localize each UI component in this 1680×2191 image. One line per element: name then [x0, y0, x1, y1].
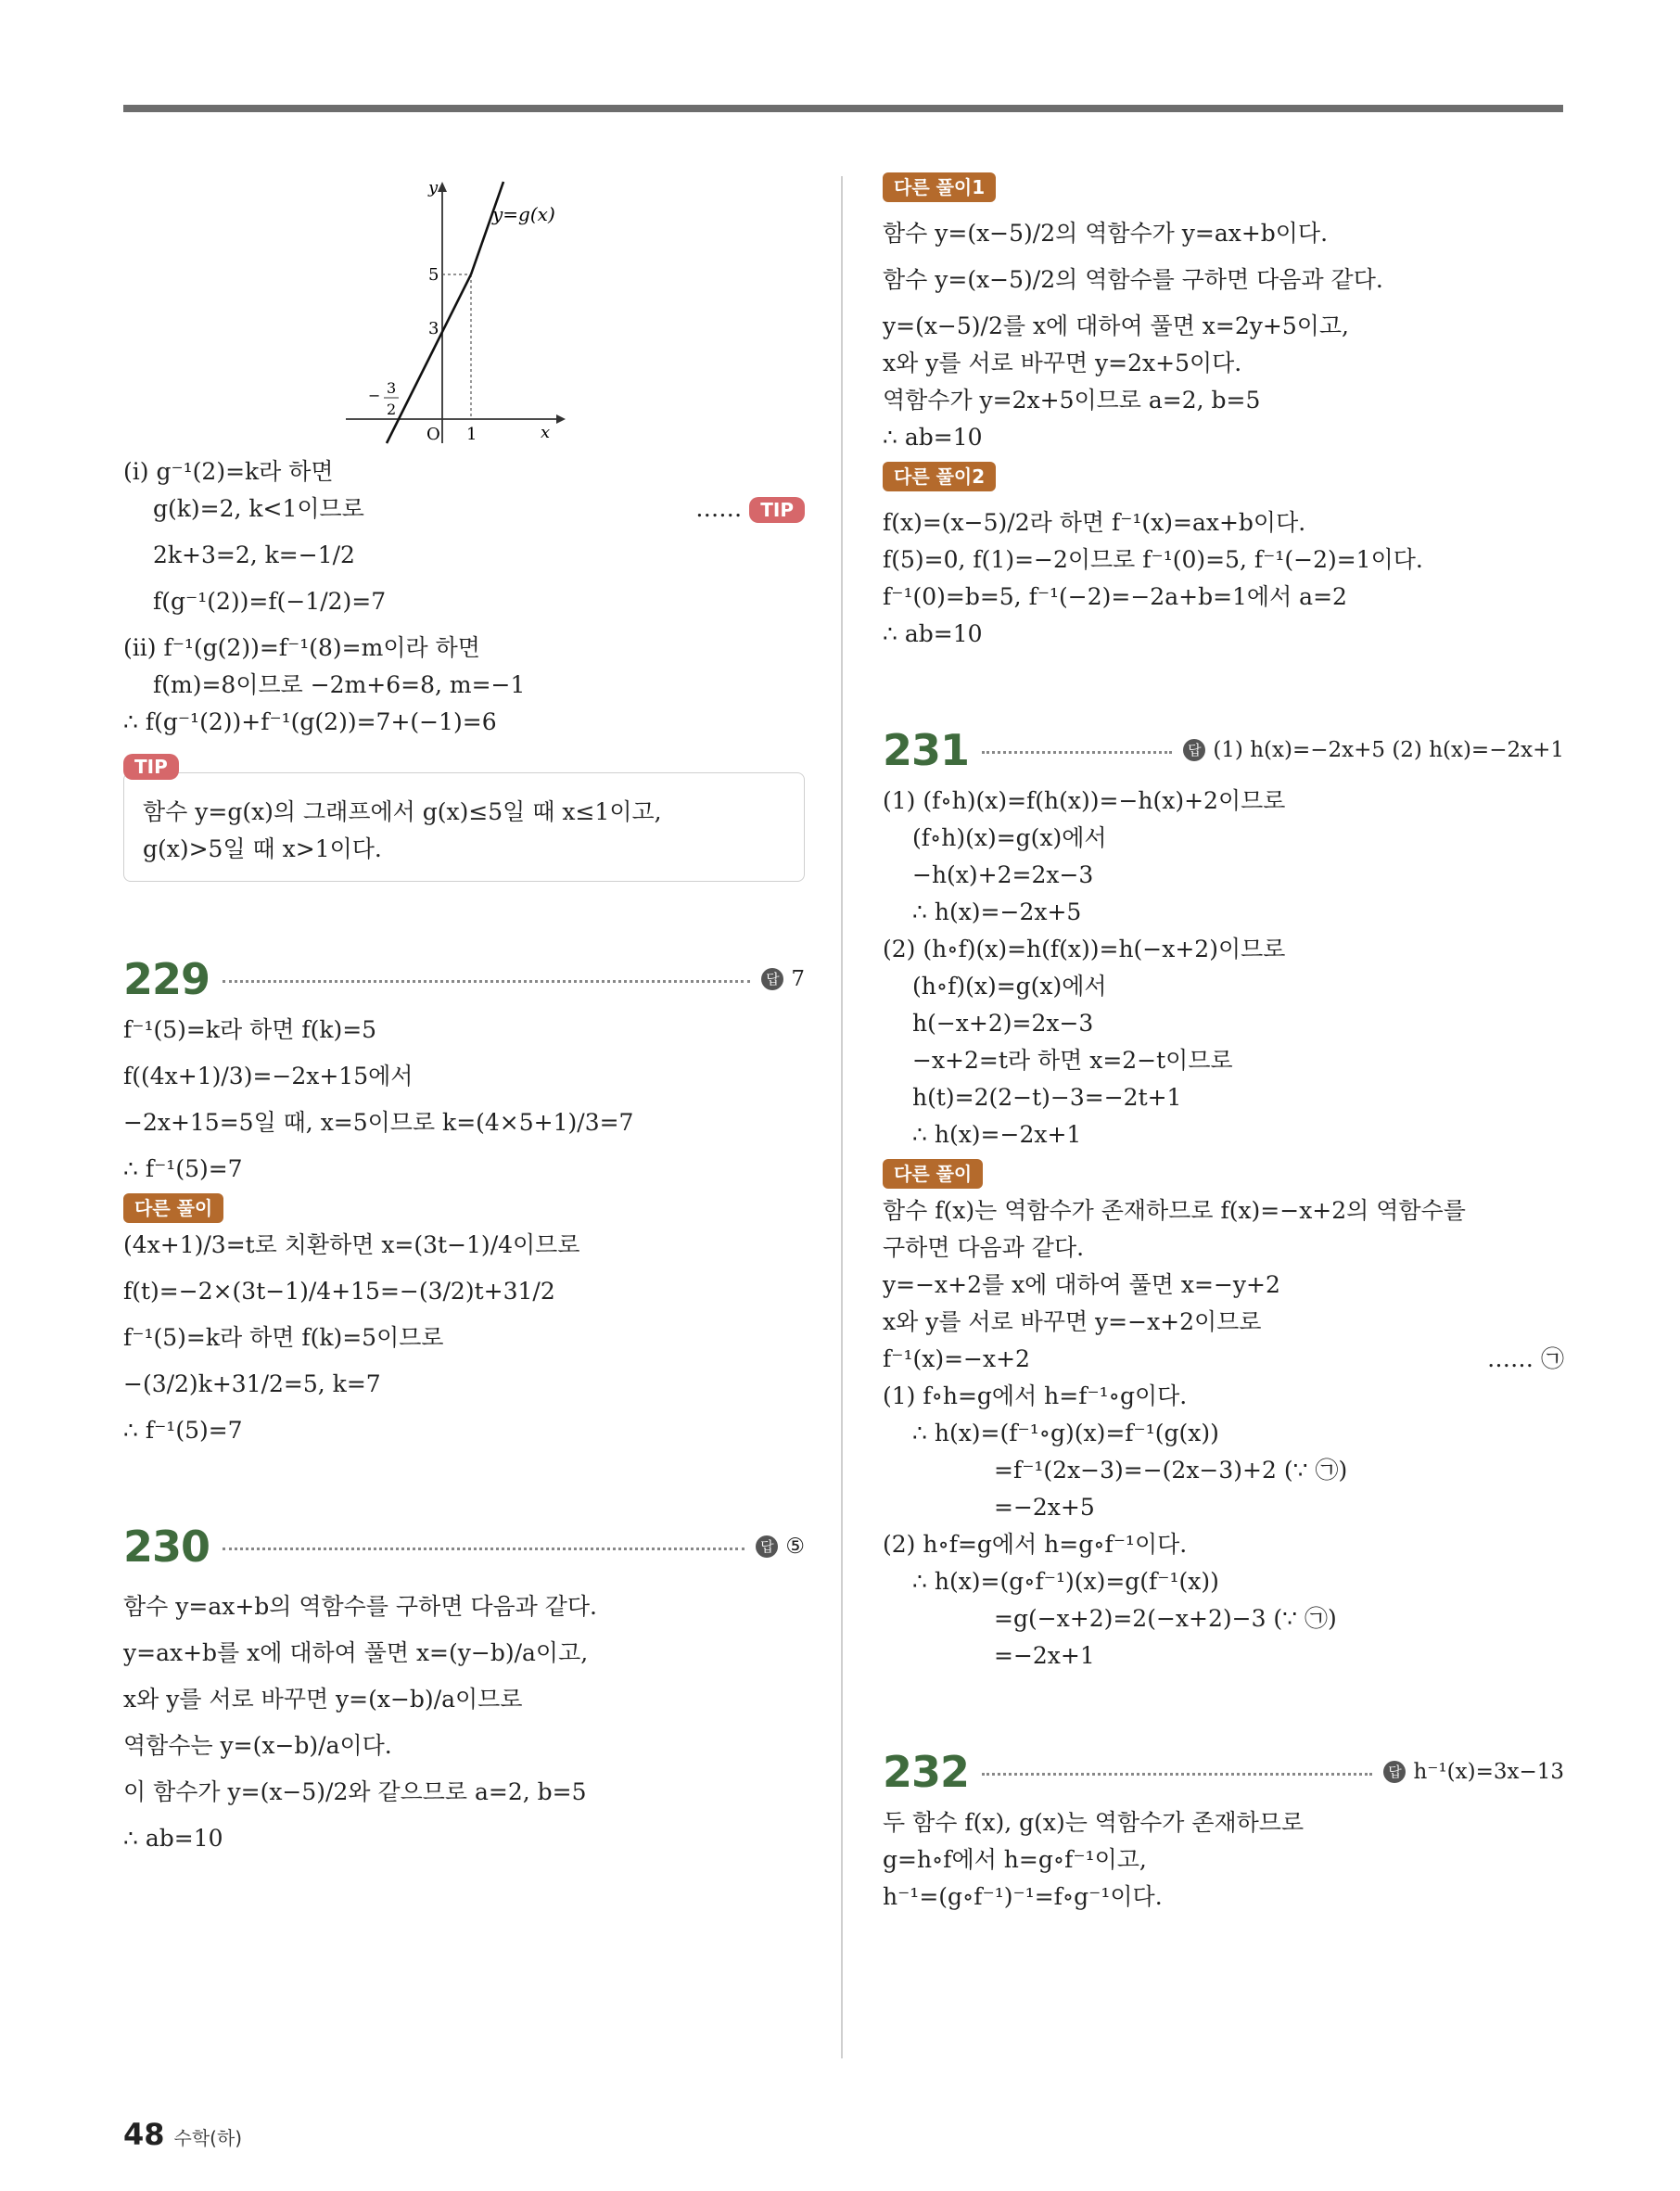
p230-line-1: 함수 y=ax+b의 역함수를 구하면 다음과 같다.: [123, 1593, 597, 1620]
y-axis-label: y: [428, 178, 439, 197]
equation-mark: …… ㉠: [1487, 1345, 1564, 1372]
p229-line-4: ∴ f⁻¹(5)=7: [123, 1155, 243, 1182]
p230-alt1-line-1: 함수 y=(x−5)/2의 역함수가 y=ax+b이다.: [883, 220, 1329, 247]
p232-line-3: h⁻¹=(g∘f⁻¹)⁻¹=f∘g⁻¹이다.: [883, 1883, 1163, 1910]
left-column: [123, 167, 805, 1857]
p231-line-5: (2) (h∘f)(x)=h(f(x))=h(−x+2)이므로: [883, 936, 1286, 962]
answer: [761, 967, 805, 991]
problem-230-header: [123, 1514, 805, 1579]
tip-box-badge: TIP: [123, 754, 179, 780]
p231-alt-line-1: 함수 f(x)는 역함수가 존재하므로 f(x)=−x+2의 역함수를: [883, 1197, 1466, 1224]
p231-line-10: ∴ h(x)=−2x+1: [912, 1121, 1082, 1148]
problem-number: 232: [883, 1747, 970, 1797]
answer-text: h⁻¹(x)=3x−13: [1413, 1760, 1564, 1784]
tick-y5: 5: [428, 265, 439, 285]
alt-solution-badge: 다른 풀이: [883, 1159, 983, 1189]
answer: [1383, 1760, 1564, 1784]
tip-box: [123, 772, 805, 882]
p230-line-3: x와 y를 서로 바꾸면 y=(x−b)/a이므로: [123, 1686, 523, 1713]
p231-line-9: h(t)=2(2−t)−3=−2t+1: [912, 1084, 1182, 1111]
p229-line-2: f((4x+1)/3)=−2x+15에서: [123, 1063, 414, 1089]
problem-231-header: [883, 718, 1564, 783]
left-line-4: f(g⁻¹(2))=f(−1/2)=7: [153, 588, 387, 615]
p230-line-6: ∴ ab=10: [123, 1825, 223, 1852]
p230-alt2-line-1: f(x)=(x−5)/2라 하면 f⁻¹(x)=ax+b이다.: [883, 509, 1306, 536]
alt-solution-1-badge: 다른 풀이1: [883, 172, 996, 202]
alt-solution-2-badge: 다른 풀이2: [883, 462, 996, 491]
function-label: y=g(x): [492, 203, 555, 225]
p231-alt-line-7: ∴ h(x)=(f⁻¹∘g)(x)=f⁻¹(g(x)): [912, 1420, 1219, 1446]
p230-alt1-line-6: ∴ ab=10: [883, 424, 983, 451]
p231-alt-line-11: ∴ h(x)=(g∘f⁻¹)(x)=g(f⁻¹(x)): [912, 1568, 1219, 1595]
problem-number: 229: [123, 954, 210, 1004]
p230-line-5: 이 함수가 y=(x−5)/2와 같으므로 a=2, b=5: [123, 1778, 587, 1805]
p231-alt-line-3: y=−x+2를 x에 대하여 풀면 x=−y+2: [883, 1271, 1280, 1298]
p229-alt-line-1: (4x+1)/3=t로 치환하면 x=(3t−1)/4이므로: [123, 1231, 580, 1258]
p230-alt1-line-2: 함수 y=(x−5)/2의 역함수를 구하면 다음과 같다.: [883, 266, 1383, 293]
problem-number: 230: [123, 1522, 210, 1572]
left-line-7: ∴ f(g⁻¹(2))+f⁻¹(g(2))=7+(−1)=6: [123, 708, 497, 735]
answer: [1183, 738, 1564, 762]
p232-line-2: g=h∘f에서 h=g∘f⁻¹이고,: [883, 1846, 1147, 1873]
dotted-leader: [223, 1548, 745, 1550]
p230-line-2: y=ax+b를 x에 대하여 풀면 x=(y−b)/a이고,: [123, 1639, 589, 1666]
p229-alt-line-5: ∴ f⁻¹(5)=7: [123, 1417, 243, 1444]
x-axis-label: x: [541, 423, 551, 442]
problem-number: 231: [883, 725, 970, 775]
tick-neg-num: 3: [387, 379, 397, 397]
tip-line-2: g(x)>5일 때 x>1이다.: [143, 835, 382, 862]
left-line-5: (ii) f⁻¹(g(2))=f⁻¹(8)=m이라 하면: [123, 634, 480, 661]
function-graph: [123, 167, 805, 450]
answer-icon: 답: [1183, 739, 1205, 761]
graph-line-left: [387, 274, 471, 443]
tip-reference: [695, 490, 805, 528]
problem-232-header: [883, 1739, 1564, 1804]
p231-line-6: (h∘f)(x)=g(x)에서: [912, 973, 1107, 1000]
problem-229-header: [123, 947, 805, 1012]
column-divider: [841, 176, 843, 2058]
p230-alt2-line-4: ∴ ab=10: [883, 620, 983, 647]
p230-alt2-line-2: f(5)=0, f(1)=−2이므로 f⁻¹(0)=5, f⁻¹(−2)=1이다.: [883, 546, 1423, 573]
tick-x1: 1: [466, 425, 477, 444]
p231-alt-line-6: (1) f∘h=g에서 h=f⁻¹∘g이다.: [883, 1382, 1188, 1409]
p229-alt-line-2: f(t)=−2×(3t−1)/4+15=−(3/2)t+31/2: [123, 1278, 555, 1305]
left-line-2: [123, 490, 805, 528]
p231-alt-line-5: [883, 1341, 1564, 1378]
p231-alt-line-5-text: f⁻¹(x)=−x+2: [883, 1345, 1030, 1372]
page-number: 48: [123, 2117, 165, 2152]
left-line-2-text: g(k)=2, k<1이므로: [153, 495, 364, 522]
p231-line-8: −x+2=t라 하면 x=2−t이므로: [912, 1047, 1233, 1074]
left-line-6: f(m)=8이므로 −2m+6=8, m=−1: [153, 671, 526, 698]
tip-badge-inline: TIP: [749, 497, 805, 523]
p232-line-1: 두 함수 f(x), g(x)는 역함수가 존재하므로: [883, 1809, 1305, 1836]
origin-label: O: [426, 425, 440, 444]
left-line-3: 2k+3=2, k=−1/2: [153, 541, 355, 568]
p231-line-3: −h(x)+2=2x−3: [912, 861, 1094, 888]
p230-alt2-line-3: f⁻¹(0)=b=5, f⁻¹(−2)=−2a+b=1에서 a=2: [883, 583, 1347, 610]
p231-alt-line-4: x와 y를 서로 바꾸면 y=−x+2이므로: [883, 1308, 1262, 1335]
answer-text: ⑤: [785, 1535, 805, 1559]
alt-solution-badge: 다른 풀이: [123, 1193, 223, 1223]
right-column: [883, 167, 1564, 1916]
p231-alt-line-12: =g(−x+2)=2(−x+2)−3 (∵ ㉠): [994, 1605, 1337, 1632]
answer-icon: 답: [761, 968, 783, 990]
tick-neg-den: 2: [387, 401, 397, 418]
tip-box-wrapper: [123, 754, 805, 882]
answer-icon: 답: [1383, 1761, 1406, 1783]
p231-line-7: h(−x+2)=2x−3: [912, 1010, 1094, 1037]
tick-y3: 3: [428, 319, 439, 338]
p229-alt-line-3: f⁻¹(5)=k라 하면 f(k)=5이므로: [123, 1324, 444, 1351]
answer: [756, 1535, 805, 1559]
answer-icon: 답: [756, 1535, 778, 1558]
p231-alt-line-8: =f⁻¹(2x−3)=−(2x−3)+2 (∵ ㉠): [994, 1457, 1348, 1484]
top-rule: [123, 105, 1563, 112]
graph-line-right: [471, 182, 503, 274]
p231-alt-line-2: 구하면 다음과 같다.: [883, 1234, 1085, 1261]
tip-line-1: 함수 y=g(x)의 그래프에서 g(x)≤5일 때 x≤1이고,: [143, 798, 662, 825]
p231-alt-line-13: =−2x+1: [994, 1642, 1095, 1669]
tip-dots: ……: [695, 495, 743, 522]
p229-line-3: −2x+15=5일 때, x=5이므로 k=(4×5+1)/3=7: [123, 1109, 634, 1136]
p231-alt-line-9: =−2x+5: [994, 1494, 1095, 1521]
left-line-1: (i) g⁻¹(2)=k라 하면: [123, 458, 334, 485]
p231-line-4: ∴ h(x)=−2x+5: [912, 898, 1082, 925]
p229-line-1: f⁻¹(5)=k라 하면 f(k)=5: [123, 1016, 377, 1043]
dotted-leader: [982, 1773, 1372, 1776]
answer-text: 7: [791, 967, 805, 991]
p230-line-4: 역함수는 y=(x−b)/a이다.: [123, 1732, 392, 1759]
p231-alt-line-10: (2) h∘f=g에서 h=g∘f⁻¹이다.: [883, 1531, 1188, 1558]
p229-alt-line-4: −(3/2)k+31/2=5, k=7: [123, 1370, 381, 1397]
dotted-leader: [223, 980, 750, 983]
dotted-leader: [982, 751, 1172, 754]
page-footer: [123, 2117, 242, 2152]
subject-label: 수학(하): [173, 2127, 243, 2149]
p231-line-1: (1) (f∘h)(x)=f(h(x))=−h(x)+2이므로: [883, 787, 1286, 814]
tick-neg-sign: −: [368, 387, 381, 404]
p230-alt1-line-3: y=(x−5)/2를 x에 대하여 풀면 x=2y+5이고,: [883, 312, 1349, 339]
p230-alt1-line-4: x와 y를 서로 바꾸면 y=2x+5이다.: [883, 350, 1242, 376]
p230-alt1-line-5: 역함수가 y=2x+5이므로 a=2, b=5: [883, 387, 1261, 414]
p231-line-2: (f∘h)(x)=g(x)에서: [912, 824, 1107, 851]
answer-text: (1) h(x)=−2x+5 (2) h(x)=−2x+1: [1213, 738, 1564, 762]
